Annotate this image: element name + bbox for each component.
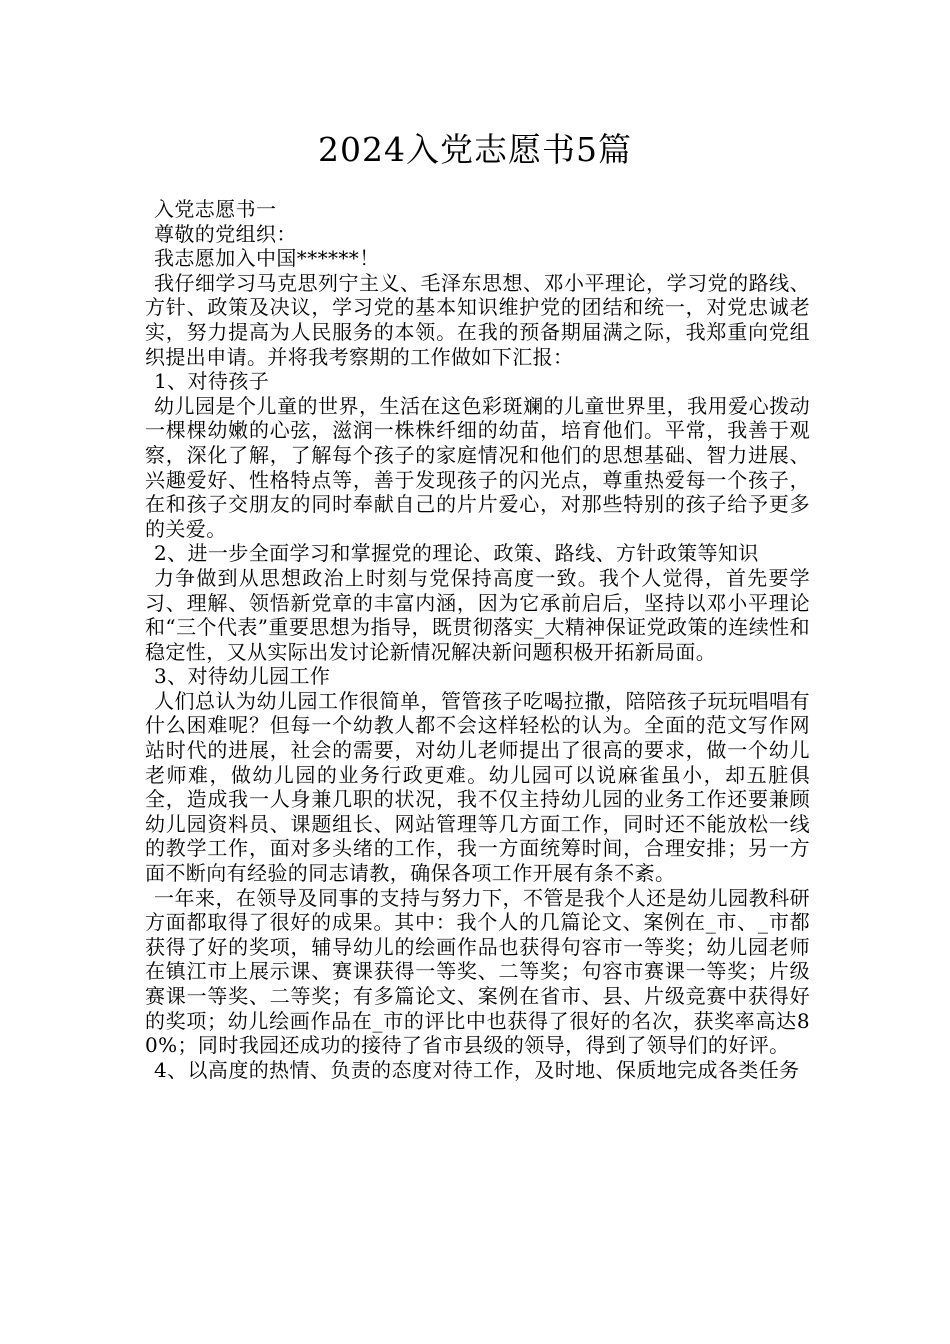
document-title: 2024入党志愿书5篇 [318,130,632,169]
subheading-attitude: 4、以高度的热情、负责的态度对待工作，及时地、保质地完成各类任务 [154,1057,800,1082]
subheading-children: 1、对待孩子 [154,369,270,394]
paragraph-achievements: 一年来，在领导及同事的支持与努力下，不管是我个人还是幼儿园教科研方面都取得了很好的成果。其中：我个人的几篇论文、案例在_市、_市都获得了好的奖项，辅导幼儿的绘画作品也获得句容市一等奖；幼儿园老师在镇江市上展示课、赛课获得一等奖、二等奖；句容市赛课一等奖；片级赛课一等奖、二等奖；有多篇论文、案例在省市、县、片级竞赛中获得好的奖项；幼儿绘画作品在_市的评比中也获得了很好的名次，获奖率高达80%；同时我园还成功的接待了省市县级的领导，得到了领导们的好评。 [145,885,810,1058]
document-body [145,197,810,1082]
subheading-study: 2、进一步全面学习和掌握党的理论、政策、路线、方针政策等知识 [154,541,759,566]
subheading-kindergarten-work: 3、对待幼儿园工作 [154,664,331,689]
section-heading-letter-one: 入党志愿书一 [154,197,277,221]
paragraph-children: 幼儿园是个儿童的世界，生活在这色彩斑斓的儿童世界里，我用爱心拨动一棵棵幼嫩的心弦，滋润一株株纤细的幼苗，培育他们。平常，我善于观察，深化了解，了解每个孩子的家庭情况和他们的思想基础、智力进展、兴趣爱好、性格特点等，善于发现孩子的闪光点，尊重热爱每一个孩子，在和孩子交朋友的同时奉献自己的片片爱心，对那些特别的孩子给予更多的关爱。 [145,393,810,541]
paragraph-introduction: 我仔细学习马克思列宁主义、毛泽东思想、邓小平理论，学习党的路线、方针、政策及决议，学习党的基本知识维护党的团结和统一，对党忠诚老实，努力提高为人民服务的本领。在我的预备期届满之际，我郑重向党组织提出申请。并将我考察期的工作做如下汇报： [145,270,810,369]
paragraph-kindergarten-work: 人们总认为幼儿园工作很简单，管管孩子吃喝拉撒，陪陪孩子玩玩唱唱有什么困难呢？但每一个幼教人都不会这样轻松的认为。全面的范文写作网站时代的进展，社会的需要，对幼儿老师提出了很高的要求，做一个幼儿老师难，做幼儿园的业务行政更难。幼儿园可以说麻雀虽小，却五脏俱全，造成我一人身兼几职的状况，我不仅主持幼儿园的业务工作还要兼顾幼儿园资料员、课题组长、网站管理等几方面工作，同时还不能放松一线的教学工作，面对多头绪的工作，我一方面统筹时间，合理安排；另一方面不断向有经验的同志请教，确保各项工作开展有条不紊。 [145,688,810,886]
paragraph-study: 力争做到从思想政治上时刻与党保持高度一致。我个人觉得，首先要学习、理解、领悟新党章的丰富内涵，因为它承前启后，坚持以邓小平理论和“三个代表”重要思想为指导，既贯彻落实_大精神保证党政策的连续性和稳定性，又从实际出发讨论新情况解决新问题积极开拓新局面。 [145,565,810,664]
application-statement: 我志愿加入中国******！ [154,246,380,271]
salutation: 尊敬的党组织： [154,221,297,246]
